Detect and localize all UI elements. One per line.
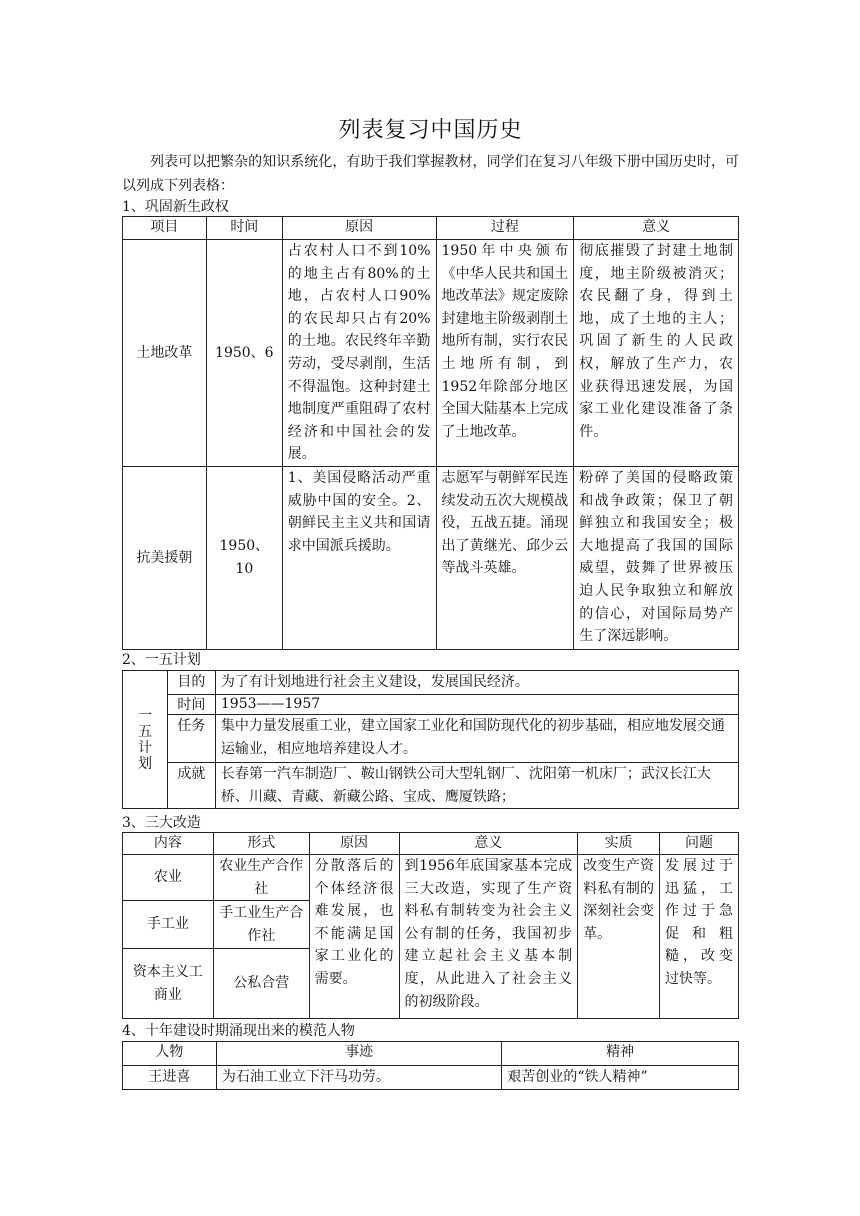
header-cell: 原因 — [282, 217, 436, 240]
table-row — [123, 671, 739, 695]
header-cell: 内容 — [123, 833, 214, 855]
table-row — [123, 1066, 739, 1090]
header-cell: 人物 — [123, 1042, 217, 1066]
item-cell: 土地改革 — [123, 240, 207, 467]
label-cell: 时间 — [167, 695, 215, 715]
table-header-row — [123, 1042, 739, 1066]
table-row — [123, 466, 739, 649]
table-row — [123, 855, 739, 901]
item-cell: 抗美援朝 — [123, 466, 207, 649]
table-row — [123, 240, 739, 467]
header-cell: 意义 — [399, 833, 578, 855]
table-row — [123, 715, 739, 763]
cause-cell: 分散落后的个体经济很难发展，也不能满足国家工业化的需要。 — [309, 855, 399, 1019]
label-cell: 目的 — [167, 671, 215, 695]
section2-table — [122, 670, 739, 809]
meaning-cell: 到1956年底国家基本完成三大改造，实现了生产资料私有制转变为社会主义公有制的任务，我国初步建立起社会主义基本制度，从此进入了社会主义的初级阶段。 — [399, 855, 578, 1019]
table-header-row — [123, 217, 739, 240]
label-cell: 任务 — [167, 715, 215, 763]
value-cell: 1953——1957 — [215, 695, 738, 715]
essence-cell: 改变生产资料私有制的深刻社会变革。 — [578, 855, 660, 1019]
value-cell: 为了有计划地进行社会主义建设，发展国民经济。 — [215, 671, 738, 695]
form-cell: 公私合营 — [213, 949, 309, 1019]
header-cell: 意义 — [574, 217, 739, 240]
section3-heading: 3、三大改造 — [122, 815, 201, 831]
header-cell: 过程 — [436, 217, 574, 240]
value-cell: 长春第一汽车制造厂、鞍山钢铁公司大型轧钢厂、沈阳第一机床厂；武汉长江大桥、川藏、青藏、新藏公路、宝成、鹰厦铁路； — [215, 763, 738, 809]
intro-paragraph: 列表可以把繁杂的知识系统化，有助于我们掌握教材，同学们在复习八年级下册中国历史时，可以列成下列表格： — [122, 154, 739, 194]
header-cell: 原因 — [309, 833, 399, 855]
table-row — [123, 763, 739, 809]
page-title: 列表复习中国历史 — [338, 118, 523, 143]
spirit-cell: 艰苦创业的“铁人精神” — [502, 1066, 739, 1090]
cause-cell: 占农村人口不到10%的地主占有80%的土地，占农村人口90%的农民却只占有20%的土地。农民终年辛勤劳动，受尽剥削，生活不得温饱。这种封建土地制度严重阻碍了农村经济和中国社会的发展。 — [282, 240, 436, 467]
meaning-cell: 彻底摧毁了封建土地制度，地主阶级被消灭；农民翻了身，得到土地，成了土地的主人；巩固了新生的人民政权，解放了生产力，农业获得迅速发展，为国家工业化建设准备了条件。 — [574, 240, 739, 467]
table-header-row — [123, 833, 739, 855]
section1-table — [122, 216, 739, 650]
section1-heading: 1、巩固新生政权 — [122, 199, 229, 215]
person-cell: 王进喜 — [123, 1066, 217, 1090]
form-cell: 农业生产合作社 — [213, 855, 309, 901]
value-cell: 集中力量发展重工业，建立国家工业化和国防现代化的初步基础，相应地发展交通运输业，相应地培养建设人才。 — [215, 715, 738, 763]
problem-cell: 发展过于迅猛，工作过于急促和粗糙，改变过快等。 — [660, 855, 739, 1019]
content-cell: 资本主义工商业 — [123, 949, 214, 1019]
content-cell: 手工业 — [123, 901, 214, 949]
process-cell: 志愿军与朝鲜军民连续发动五次大规模战役，五战五捷。涌现出了黄继光、邱少云等战斗英雄。 — [436, 466, 574, 649]
header-cell: 形式 — [213, 833, 309, 855]
plan-side-label — [123, 671, 168, 809]
form-cell: 手工业生产合作社 — [213, 901, 309, 949]
plan-side-label-text: 一五计划 — [137, 707, 152, 772]
header-cell: 精神 — [502, 1042, 739, 1066]
content-cell: 农业 — [123, 855, 214, 901]
header-cell: 事迹 — [216, 1042, 502, 1066]
section4-table — [122, 1041, 739, 1090]
header-cell: 问题 — [660, 833, 739, 855]
section4-heading: 4、十年建设时期涌现出来的模范人物 — [122, 1023, 355, 1039]
meaning-cell: 粉碎了美国的侵略政策和战争政策；保卫了朝鲜独立和我国安全；极大地提高了我国的国际威望，鼓舞了世界被压迫人民争取独立和解放的信心，对国际局势产生了深远影响。 — [574, 466, 739, 649]
table-row — [123, 695, 739, 715]
time-cell: 1950、10 — [206, 466, 282, 649]
cause-cell: 1、美国侵略活动严重威胁中国的安全。2、朝鲜民主主义共和国请求中国派兵援助。 — [282, 466, 436, 649]
header-cell: 实质 — [578, 833, 660, 855]
time-cell: 1950、6 — [206, 240, 282, 467]
deed-cell: 为石油工业立下汗马功劳。 — [216, 1066, 502, 1090]
header-cell: 时间 — [206, 217, 282, 240]
label-cell: 成就 — [167, 763, 215, 809]
section3-table — [122, 832, 739, 1019]
header-cell: 项目 — [123, 217, 207, 240]
process-cell: 1950年中央颁布《中华人民共和国土地改革法》规定废除封建地主阶级剥削土地所有制，实行农民土地所有制，到1952年除部分地区全国大陆基本上完成了土地改革。 — [436, 240, 574, 467]
section2-heading: 2、一五计划 — [122, 652, 201, 668]
